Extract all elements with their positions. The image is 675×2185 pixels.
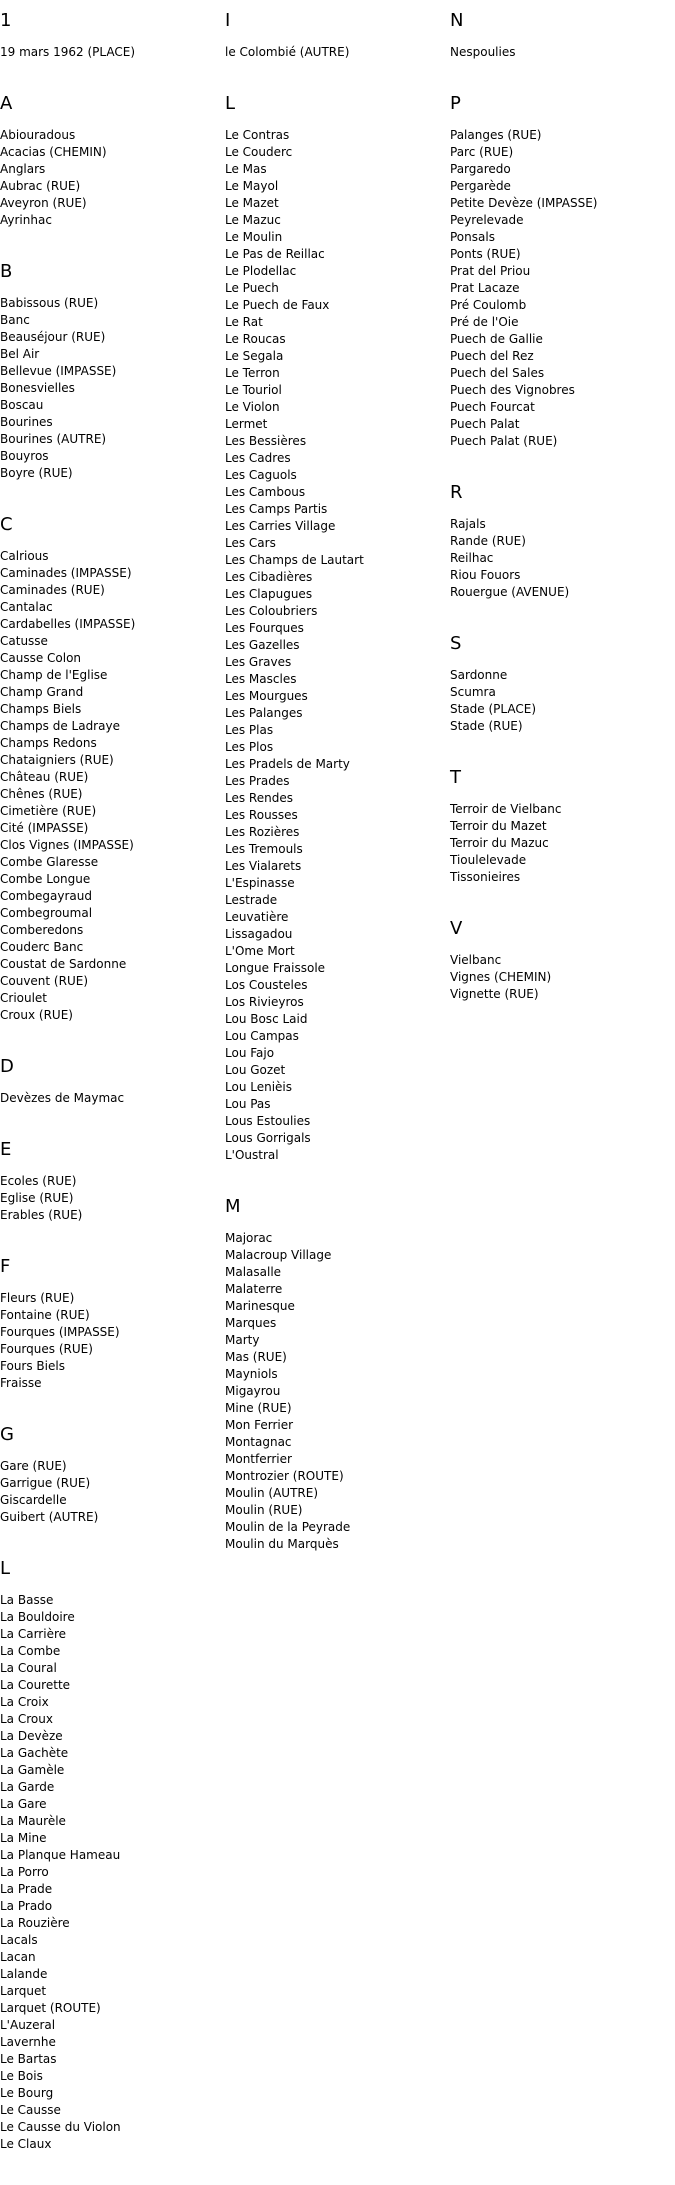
letter-section — [450, 482, 670, 601]
letter-section — [0, 93, 220, 229]
street-link[interactable]: Couderc Banc — [0, 940, 84, 954]
street-link[interactable]: Giscardelle — [0, 1493, 67, 1507]
street-link[interactable]: Sardonne — [450, 668, 508, 682]
street-link[interactable]: Le Violon — [225, 400, 280, 414]
street-link[interactable]: Beauséjour (RUE) — [0, 330, 106, 344]
street-link[interactable]: Le Segala — [225, 349, 284, 363]
street-link[interactable]: Le Touriol — [225, 383, 282, 397]
letter-heading: E — [0, 1139, 12, 1160]
street-link[interactable]: Les Vialarets — [225, 859, 302, 873]
street-link[interactable]: La Rouzière — [0, 1916, 70, 1930]
street-link[interactable]: Lou Pas — [225, 1097, 271, 1111]
street-list — [450, 44, 670, 61]
letter-section — [450, 767, 670, 886]
letter-heading: T — [450, 767, 461, 788]
street-link[interactable]: Marques — [225, 1316, 277, 1330]
street-link[interactable]: Longue Fraissole — [225, 961, 326, 975]
street-link[interactable]: Le Moulin — [225, 230, 283, 244]
street-link[interactable]: L'Ome Mort — [225, 944, 295, 958]
letter-section — [450, 93, 670, 450]
street-list — [450, 667, 670, 735]
street-link[interactable]: Moulin (AUTRE) — [225, 1486, 318, 1500]
street-link[interactable]: Chataigniers (RUE) — [0, 753, 114, 767]
street-link[interactable]: Garrigue (RUE) — [0, 1476, 91, 1490]
street-link[interactable]: Le Contras — [225, 128, 290, 142]
street-link[interactable]: La Garde — [0, 1780, 55, 1794]
street-link[interactable]: Champ de l'Eglise — [0, 668, 108, 682]
street-link[interactable]: Ponsals — [450, 230, 495, 244]
street-link[interactable]: Les Plas — [225, 723, 274, 737]
street-link[interactable]: Rouergue (AVENUE) — [450, 585, 570, 599]
street-link[interactable]: Les Caguols — [225, 468, 297, 482]
street-link[interactable]: 19 mars 1962 (PLACE) — [0, 45, 135, 59]
street-link[interactable]: La Gare — [0, 1797, 47, 1811]
street-link[interactable]: Les Bessières — [225, 434, 307, 448]
street-link[interactable]: Los Rivieyros — [225, 995, 304, 1009]
street-list — [225, 1230, 445, 1553]
street-link[interactable]: Moulin (RUE) — [225, 1503, 303, 1517]
street-link[interactable]: Lalande — [0, 1967, 48, 1981]
street-link[interactable]: Les Mascles — [225, 672, 297, 686]
street-link[interactable]: Pré de l'Oie — [450, 315, 519, 329]
street-link[interactable]: Le Roucas — [225, 332, 286, 346]
street-list — [0, 1592, 220, 2153]
street-link[interactable]: Causse Colon — [0, 651, 82, 665]
street-link[interactable]: Terroir de Vielbanc — [450, 802, 562, 816]
street-link[interactable]: Stade (PLACE) — [450, 702, 537, 716]
street-link[interactable]: Stade (RUE) — [450, 719, 523, 733]
street-link[interactable]: Pré Coulomb — [450, 298, 527, 312]
street-list — [225, 127, 445, 1164]
street-link[interactable]: Les Camps Partis — [225, 502, 328, 516]
street-link[interactable]: Les Pradels de Marty — [225, 757, 350, 771]
street-link[interactable]: Caminades (IMPASSE) — [0, 566, 132, 580]
street-link[interactable]: Ecoles (RUE) — [0, 1174, 77, 1188]
street-link[interactable]: Le Causse — [0, 2103, 61, 2117]
street-link[interactable]: Nespoulies — [450, 45, 516, 59]
street-link[interactable]: Rajals — [450, 517, 486, 531]
street-link[interactable]: Vielbanc — [450, 953, 502, 967]
street-link[interactable]: Lermet — [225, 417, 268, 431]
street-link[interactable]: Banc — [0, 313, 30, 327]
street-link[interactable]: Puech Palat — [450, 417, 520, 431]
street-link[interactable]: La Coural — [0, 1661, 57, 1675]
street-link[interactable]: Ponts (RUE) — [450, 247, 521, 261]
street-link[interactable]: Champs Biels — [0, 702, 82, 716]
street-link[interactable]: Les Fourques — [225, 621, 304, 635]
street-link[interactable]: Montrozier (ROUTE) — [225, 1469, 344, 1483]
street-link[interactable]: Devèzes de Maymac — [0, 1091, 125, 1105]
street-link[interactable]: Prat Lacaze — [450, 281, 520, 295]
street-link[interactable]: Ayrinhac — [0, 213, 52, 227]
street-link[interactable]: Clos Vignes (IMPASSE) — [0, 838, 134, 852]
street-link[interactable]: La Basse — [0, 1593, 54, 1607]
street-link[interactable]: Guibert (AUTRE) — [0, 1510, 99, 1524]
street-link[interactable]: Malasalle — [225, 1265, 282, 1279]
street-link[interactable]: Peyrelevade — [450, 213, 524, 227]
street-link[interactable]: Le Bourg — [0, 2086, 54, 2100]
street-link[interactable]: Mayniols — [225, 1367, 278, 1381]
street-link[interactable]: Tissonieires — [450, 870, 521, 884]
street-link[interactable]: Petite Devèze (IMPASSE) — [450, 196, 598, 210]
street-link[interactable]: Pergarède — [450, 179, 511, 193]
street-list — [0, 1090, 220, 1107]
street-link[interactable]: Fleurs (RUE) — [0, 1291, 75, 1305]
street-link[interactable]: Erables (RUE) — [0, 1208, 83, 1222]
street-link[interactable]: Parc (RUE) — [450, 145, 514, 159]
street-link[interactable]: Le Rat — [225, 315, 263, 329]
street-link[interactable]: Cardabelles (IMPASSE) — [0, 617, 136, 631]
street-link[interactable]: Aveyron (RUE) — [0, 196, 87, 210]
street-link[interactable]: Fontaine (RUE) — [0, 1308, 90, 1322]
street-list — [0, 295, 220, 482]
street-index-column-1 — [0, 0, 220, 2185]
street-link[interactable]: Le Terron — [225, 366, 280, 380]
street-link[interactable]: Cité (IMPASSE) — [0, 821, 89, 835]
street-link[interactable]: Lou Lenièis — [225, 1080, 293, 1094]
street-link[interactable]: Malacroup Village — [225, 1248, 332, 1262]
street-link[interactable]: Puech des Vignobres — [450, 383, 575, 397]
street-link[interactable]: Les Cibadières — [225, 570, 313, 584]
street-link[interactable]: Le Claux — [0, 2137, 52, 2151]
letter-heading: 1 — [0, 10, 12, 31]
street-link[interactable]: Fourques (IMPASSE) — [0, 1325, 120, 1339]
letter-section — [0, 1424, 220, 1526]
street-link[interactable]: Fours Biels — [0, 1359, 65, 1373]
street-link[interactable]: Gare (RUE) — [0, 1459, 67, 1473]
street-link[interactable]: Montferrier — [225, 1452, 292, 1466]
street-link[interactable]: Château (RUE) — [0, 770, 89, 784]
street-link[interactable]: Lacals — [0, 1933, 38, 1947]
street-link[interactable]: Combe Longue — [0, 872, 91, 886]
street-link[interactable]: La Croix — [0, 1695, 49, 1709]
street-link[interactable]: Bonesvielles — [0, 381, 75, 395]
letter-heading: L — [0, 1558, 11, 1579]
letter-section — [450, 633, 670, 735]
street-link[interactable]: Chênes (RUE) — [0, 787, 83, 801]
letter-section — [0, 1256, 220, 1392]
street-link[interactable]: Lou Fajo — [225, 1046, 275, 1060]
street-link[interactable]: Le Mas — [225, 162, 267, 176]
street-link[interactable]: Bellevue (IMPASSE) — [0, 364, 117, 378]
street-link[interactable]: L'Oustral — [225, 1148, 279, 1162]
street-link[interactable]: Lissagadou — [225, 927, 293, 941]
street-link[interactable]: Combe Glaresse — [0, 855, 99, 869]
street-link[interactable]: Champs Redons — [0, 736, 97, 750]
street-link[interactable]: Bourines (AUTRE) — [0, 432, 107, 446]
letter-heading: D — [0, 1056, 14, 1077]
letter-heading: C — [0, 514, 13, 535]
letter-section — [0, 514, 220, 1024]
street-link[interactable]: Les Prades — [225, 774, 290, 788]
street-link[interactable]: Les Carries Village — [225, 519, 336, 533]
street-link[interactable]: La Carrière — [0, 1627, 67, 1641]
street-link[interactable]: La Gachète — [0, 1746, 69, 1760]
street-link[interactable]: Palanges (RUE) — [450, 128, 542, 142]
street-link[interactable]: Lou Bosc Laid — [225, 1012, 308, 1026]
street-index-column-2 — [225, 0, 445, 1585]
street-link[interactable]: La Courette — [0, 1678, 71, 1692]
street-link[interactable]: Los Cousteles — [225, 978, 308, 992]
street-link[interactable]: Acacias (CHEMIN) — [0, 145, 107, 159]
street-link[interactable]: Couvent (RUE) — [0, 974, 89, 988]
street-link[interactable]: Prat del Priou — [450, 264, 531, 278]
street-link[interactable]: La Maurèle — [0, 1814, 66, 1828]
street-link[interactable]: Le Causse du Violon — [0, 2120, 121, 2134]
street-link[interactable]: Champs de Ladraye — [0, 719, 120, 733]
street-link[interactable]: L'Auzeral — [0, 2018, 56, 2032]
street-link[interactable]: Les Rozières — [225, 825, 300, 839]
letter-section — [450, 10, 670, 61]
street-link[interactable]: Les Graves — [225, 655, 292, 669]
street-link[interactable]: Bouyros — [0, 449, 49, 463]
street-link[interactable]: Coustat de Sardonne — [0, 957, 127, 971]
street-link[interactable]: Lous Gorrigals — [225, 1131, 311, 1145]
letter-section — [225, 10, 445, 61]
street-link[interactable]: Babissous (RUE) — [0, 296, 99, 310]
street-link[interactable]: Marty — [225, 1333, 260, 1347]
street-link[interactable]: Larquet — [0, 1984, 47, 1998]
street-link[interactable]: Puech de Gallie — [450, 332, 543, 346]
street-link[interactable]: Vignes (CHEMIN) — [450, 970, 552, 984]
street-link[interactable]: Mas (RUE) — [225, 1350, 287, 1364]
street-link[interactable]: Puech Fourcat — [450, 400, 535, 414]
street-list — [0, 44, 220, 61]
street-link[interactable]: La Gamèle — [0, 1763, 65, 1777]
street-link[interactable]: Comberedons — [0, 923, 84, 937]
letter-heading: V — [450, 918, 463, 939]
street-link[interactable]: Scumra — [450, 685, 496, 699]
street-link[interactable]: Pargaredo — [450, 162, 511, 176]
street-link[interactable]: Lavernhe — [0, 2035, 56, 2049]
street-link[interactable]: Les Mourgues — [225, 689, 308, 703]
street-link[interactable]: Majorac — [225, 1231, 273, 1245]
street-link[interactable]: Combegroumal — [0, 906, 93, 920]
street-link[interactable]: L'Espinasse — [225, 876, 295, 890]
letter-section — [0, 1558, 220, 2153]
street-link[interactable]: Les Cambous — [225, 485, 306, 499]
street-link[interactable]: Bel Air — [0, 347, 40, 361]
street-link[interactable]: Riou Fouors — [450, 568, 521, 582]
street-link[interactable]: Crioulet — [0, 991, 48, 1005]
letter-heading: M — [225, 1196, 241, 1217]
street-link[interactable]: Lou Campas — [225, 1029, 299, 1043]
street-link[interactable]: Catusse — [0, 634, 48, 648]
street-link[interactable]: Les Clapugues — [225, 587, 313, 601]
street-link[interactable]: Le Mazet — [225, 196, 279, 210]
street-link[interactable]: Abiouradous — [0, 128, 76, 142]
letter-section — [225, 93, 445, 1164]
street-link[interactable]: Lou Gozet — [225, 1063, 286, 1077]
letter-section — [0, 1139, 220, 1224]
street-link[interactable]: Les Cadres — [225, 451, 291, 465]
street-link[interactable]: Les Rendes — [225, 791, 293, 805]
street-link[interactable]: Boscau — [0, 398, 44, 412]
letter-heading: G — [0, 1424, 14, 1445]
letter-heading: R — [450, 482, 463, 503]
street-list — [0, 1458, 220, 1526]
street-link[interactable]: Aubrac (RUE) — [0, 179, 81, 193]
letter-heading: F — [0, 1256, 11, 1277]
street-list — [450, 516, 670, 601]
street-link[interactable]: La Planque Hameau — [0, 1848, 121, 1862]
street-link[interactable]: Le Pas de Reillac — [225, 247, 325, 261]
street-link[interactable]: Migayrou — [225, 1384, 281, 1398]
street-link[interactable]: Reilhac — [450, 551, 494, 565]
street-list — [450, 127, 670, 450]
street-link[interactable]: La Prado — [0, 1899, 53, 1913]
letter-heading: A — [0, 93, 13, 114]
street-link[interactable]: Montagnac — [225, 1435, 292, 1449]
street-link[interactable]: Cimetière (RUE) — [0, 804, 97, 818]
street-link[interactable]: Eglise (RUE) — [0, 1191, 74, 1205]
street-link[interactable]: Le Puech — [225, 281, 279, 295]
street-link[interactable]: La Combe — [0, 1644, 61, 1658]
street-list — [225, 44, 445, 61]
street-link[interactable]: Rande (RUE) — [450, 534, 526, 548]
street-index-column-3 — [450, 0, 670, 1035]
street-link[interactable]: Le Mazuc — [225, 213, 281, 227]
street-link[interactable]: Le Bois — [0, 2069, 43, 2083]
street-link[interactable]: Fraisse — [0, 1376, 42, 1390]
street-link[interactable]: Leuvatière — [225, 910, 289, 924]
street-link[interactable]: le Colombié (AUTRE) — [225, 45, 350, 59]
street-link[interactable]: Les Tremouls — [225, 842, 303, 856]
street-list — [0, 1173, 220, 1224]
street-link[interactable]: Les Coloubriers — [225, 604, 318, 618]
street-link[interactable]: Larquet (ROUTE) — [0, 2001, 101, 2015]
street-list — [450, 801, 670, 886]
street-link[interactable]: Calrious — [0, 549, 49, 563]
street-link[interactable]: Malaterre — [225, 1282, 283, 1296]
letter-heading: L — [225, 93, 236, 114]
street-link[interactable]: Les Champs de Lautart — [225, 553, 364, 567]
street-link[interactable]: Combegayraud — [0, 889, 92, 903]
street-link[interactable]: Les Plos — [225, 740, 274, 754]
street-link[interactable]: Moulin du Marquès — [225, 1537, 339, 1551]
letter-section — [0, 1056, 220, 1107]
street-link[interactable]: La Prade — [0, 1882, 53, 1896]
street-list — [0, 548, 220, 1024]
street-list — [0, 127, 220, 229]
street-link[interactable]: Boyre (RUE) — [0, 466, 73, 480]
street-link[interactable]: Terroir du Mazet — [450, 819, 547, 833]
letter-section — [0, 261, 220, 482]
letter-heading: N — [450, 10, 464, 31]
street-list — [0, 1290, 220, 1392]
street-link[interactable]: Marinesque — [225, 1299, 295, 1313]
street-link[interactable]: Mine (RUE) — [225, 1401, 292, 1415]
letter-section — [0, 10, 220, 61]
street-link[interactable]: La Porro — [0, 1865, 49, 1879]
letter-section — [225, 1196, 445, 1553]
street-link[interactable]: Croux (RUE) — [0, 1008, 73, 1022]
street-link[interactable]: Le Mayol — [225, 179, 279, 193]
street-link[interactable]: Cantalac — [0, 600, 53, 614]
street-link[interactable]: Moulin de la Peyrade — [225, 1520, 351, 1534]
street-link[interactable]: Bourines — [0, 415, 53, 429]
letter-heading: I — [225, 10, 231, 31]
street-link[interactable]: Les Gazelles — [225, 638, 300, 652]
street-link[interactable]: Caminades (RUE) — [0, 583, 105, 597]
street-link[interactable]: Le Puech de Faux — [225, 298, 330, 312]
street-link[interactable]: Terroir du Mazuc — [450, 836, 549, 850]
street-link[interactable]: Puech del Rez — [450, 349, 534, 363]
street-link[interactable]: Les Rousses — [225, 808, 298, 822]
street-link[interactable]: Les Cars — [225, 536, 276, 550]
letter-heading: S — [450, 633, 462, 654]
street-link[interactable]: La Devèze — [0, 1729, 63, 1743]
street-link[interactable]: Fourques (RUE) — [0, 1342, 93, 1356]
street-link[interactable]: La Croux — [0, 1712, 53, 1726]
street-link[interactable]: Le Couderc — [225, 145, 293, 159]
street-link[interactable]: Le Plodellac — [225, 264, 297, 278]
letter-heading: B — [0, 261, 13, 282]
street-link[interactable]: Mon Ferrier — [225, 1418, 294, 1432]
street-list — [450, 952, 670, 1003]
letter-heading: P — [450, 93, 461, 114]
street-link[interactable]: La Mine — [0, 1831, 47, 1845]
street-link[interactable]: Vignette (RUE) — [450, 987, 539, 1001]
street-link[interactable]: Anglars — [0, 162, 46, 176]
street-link[interactable]: Lestrade — [225, 893, 278, 907]
street-link[interactable]: Tioulelevade — [450, 853, 527, 867]
street-link[interactable]: Puech del Sales — [450, 366, 545, 380]
street-link[interactable]: Lous Estoulies — [225, 1114, 311, 1128]
street-link[interactable]: Champ Grand — [0, 685, 84, 699]
street-link[interactable]: Lacan — [0, 1950, 36, 1964]
street-link[interactable]: Le Bartas — [0, 2052, 57, 2066]
street-link[interactable]: La Bouldoire — [0, 1610, 75, 1624]
street-link[interactable]: Les Palanges — [225, 706, 303, 720]
letter-section — [450, 918, 670, 1003]
street-link[interactable]: Puech Palat (RUE) — [450, 434, 558, 448]
